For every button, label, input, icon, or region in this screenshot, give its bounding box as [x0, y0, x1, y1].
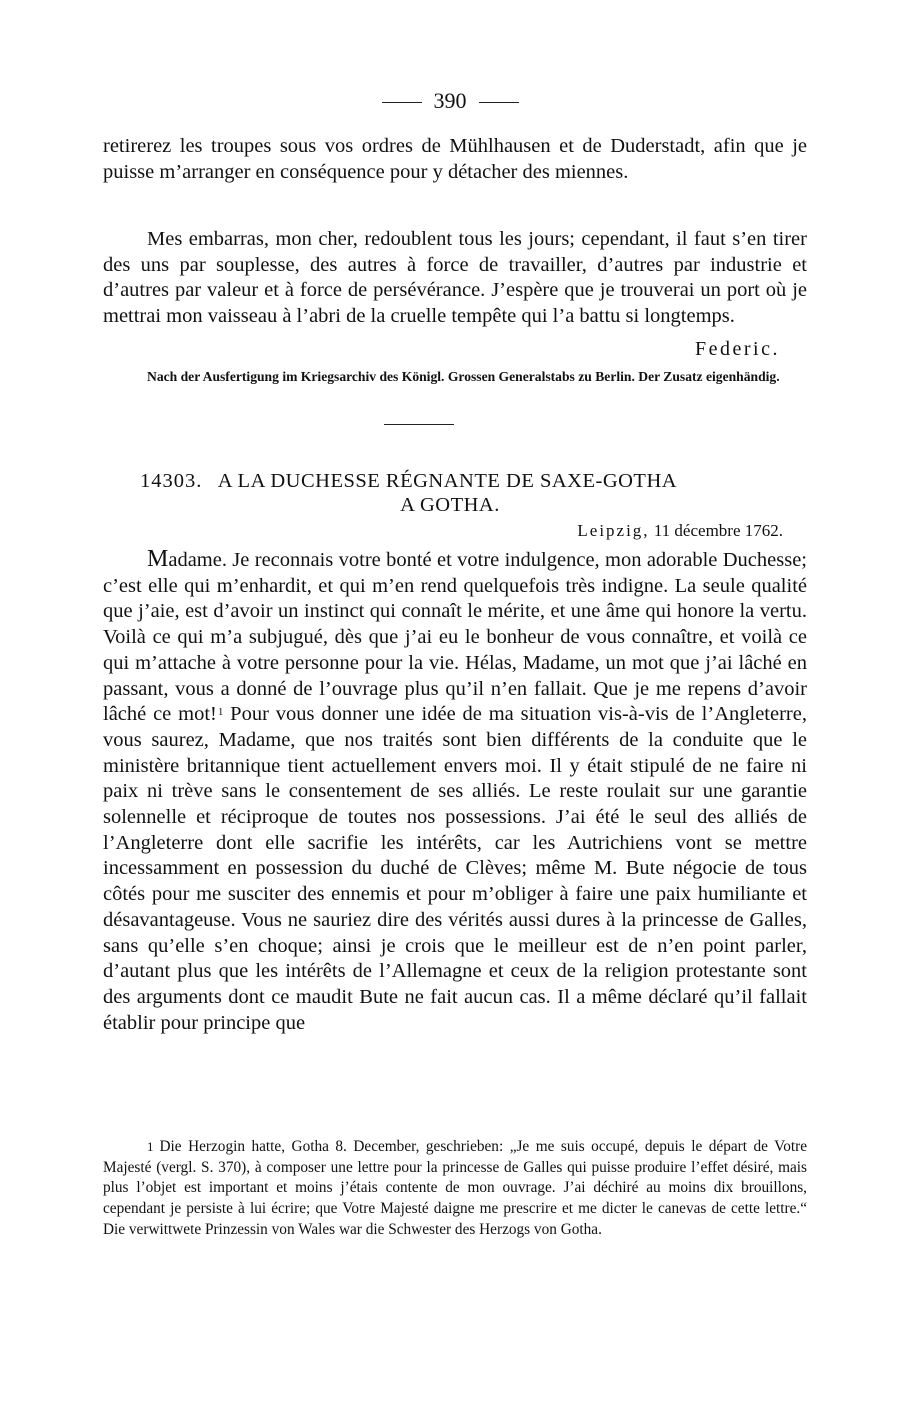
footnote-reference: 1 [217, 706, 224, 719]
letter-body [103, 547, 807, 1036]
header-dash-right [479, 102, 519, 103]
letter-body-part1: adame. Je reconnais votre bonté et votre indulgence, mon adorable Duchesse; c’est elle qui m’enhardit, et qui m’en rend quelquefois très indigne. La seule qualité que j’aie, est d’avoir un instinct qui connaît le mérite, et une âme qui honore la vertu. Voilà ce qui m’a subjugué, dès que j’ai eu le bonheur de vous connaître, et voilà ce qui m’attache à votre personne pour la vie. Hélas, Madame, un mot que j’ai lâché en passant, vous a donné de l’ouvrage plus qu’il n’en fallait. Que je me repens d’avoir lâché ce mot! [103, 549, 807, 726]
section-divider [384, 424, 454, 425]
letter-place: Leipzig, [577, 521, 650, 540]
continuation-paragraph [103, 134, 807, 185]
footnote-paragraph [103, 1137, 807, 1241]
closing-text: Mes embarras, mon cher, redoublent tous les jours; cependant, il faut s’en tirer des uns par souplesse, des autres à force de travailler, d’autres par industrie et d’autres par valeur et à force de persévérance. J’espère que je trouverai un port où je mettrai mon vaisseau à l’abri de la cruelle tempête qui l’a battu si longtemps. [103, 228, 807, 328]
letter-heading [140, 468, 800, 494]
letter-dateline [577, 521, 783, 541]
page-header [0, 88, 900, 114]
signature: Federic. [695, 338, 780, 360]
letter-body-text [103, 547, 807, 1036]
footnote-mark: 1 [147, 1139, 154, 1154]
letter-number: 14303. [140, 470, 203, 492]
footnote-text: Die Herzogin hatte, Gotha 8. December, geschrieben: „Je me suis occupé, depuis le départ de Votre Majesté (vergl. S. 370), à composer une lettre pour la princesse de Galles qui puisse produire l’effet désiré, mais plus l’objet est important et moins j’étais contente de mon ouvrage. J’ai déchiré au moins dix brouillons, cependant je persiste à lui écrire; que Votre Majesté daigne me prescrire et me dicter le canevas de cette lettre.“ Die verwittwete Prinzessin von Wales war die Schwester des Herzogs von Gotha. [103, 1138, 807, 1238]
continuation-text: retirerez les troupes sous vos ordres de Mühlhausen et de Duderstadt, afin que je puisse m’arranger en conséquence pour y détacher des miennes. [103, 135, 807, 183]
letter-body-part2: Pour vous donner une idée de ma situation vis-à-vis de l’Angleterre, vous saurez, Madame, que nos traités sont bien différents de la conduite que le ministère britannique tient actuellement envers moi. Il y était stipulé de ne faire ni paix ni trève sans le consentement de ses alliés. Le reste roulait sur une garantie solennelle et réciproque de toutes nos possessions. J’ai été le seul des alliés de l’Angleterre dont elle sacrifie les intérêts, car les Autrichiens vont se mettre incessamment en possession du duché de Clèves; même M. Bute négocie de tous côtés pour me susciter des ennemis et pour m’obliger à faire une paix humiliante et désavantageuse. Vous ne sauriez dire des vérités aussi dures à la princesse de Galles, sans qu’elle s’en choque; ainsi je crois que le meilleur est de n’en point parler, d’autant plus que les intérêts de l’Allemagne et ceux de la religion protestante sont des arguments dont ce maudit Bute ne fait aucun cas. Il a même déclaré qu’il fallait établir pour principe que [103, 703, 807, 1034]
header-dash-left [382, 102, 422, 103]
letter-date: 11 décembre 1762. [653, 521, 783, 540]
page-number: 390 [433, 88, 467, 113]
closing-paragraph [103, 227, 807, 330]
letter-initial: M [147, 546, 169, 572]
letter-title-line2: A GOTHA. [400, 494, 500, 516]
letter-title: A LA DUCHESSE RÉGNANTE DE SAXE-GOTHA [217, 470, 678, 492]
footnote [103, 1137, 807, 1241]
source-note: Nach der Ausfertigung im Kriegsarchiv des Königl. Grossen Generalstabs zu Berlin. Der Zusatz eigenhändig. [147, 369, 780, 384]
